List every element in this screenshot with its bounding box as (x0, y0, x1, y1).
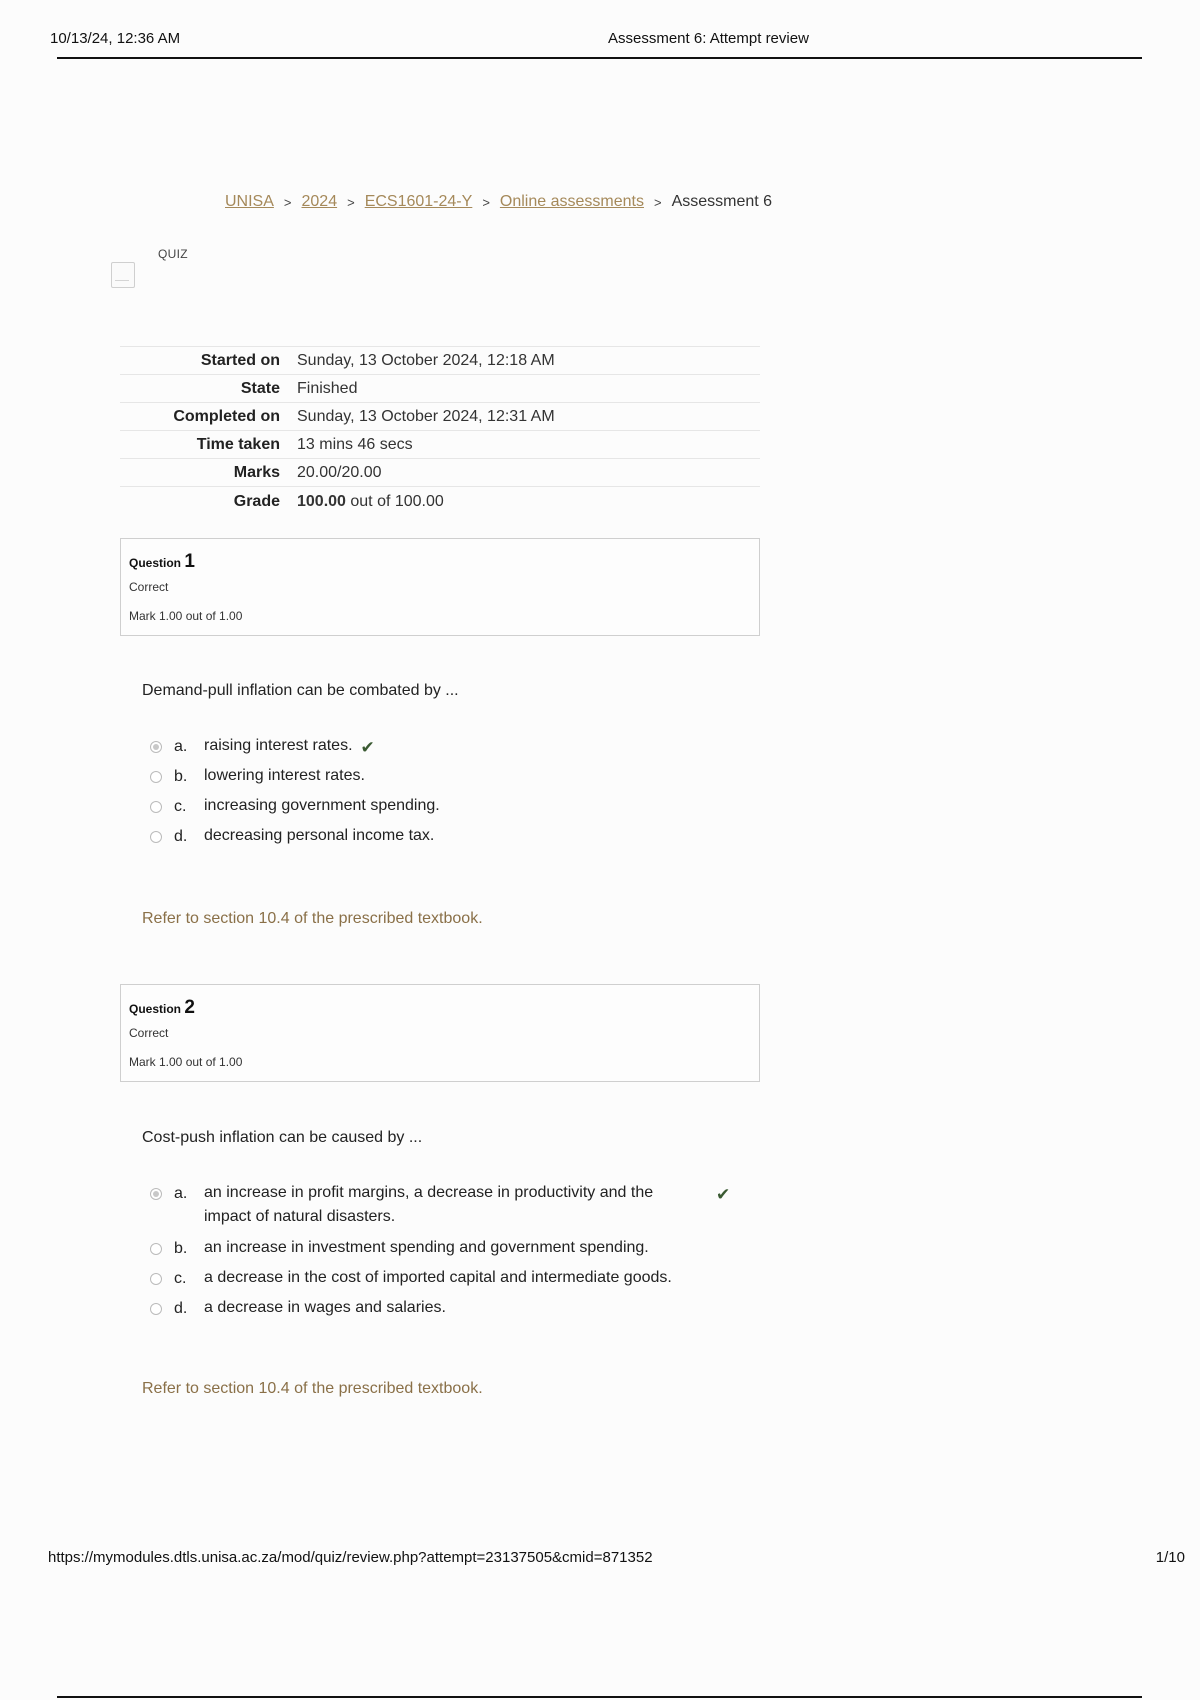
breadcrumb-link-course[interactable]: ECS1601-24-Y (364, 193, 473, 210)
print-header (0, 0, 1200, 60)
option-text: a decrease in the cost of imported capital and intermediate goods. (204, 1269, 672, 1286)
question-info-box (120, 538, 760, 636)
summary-label: Started on (120, 347, 297, 375)
option-letter: d. (174, 1300, 188, 1317)
question-number: Question 1 (129, 551, 195, 572)
print-footer-url: https://mymodules.dtls.unisa.ac.za/mod/quiz/review.php?attempt=23137505&cmid=871352 (48, 1549, 653, 1566)
summary-row (120, 403, 760, 431)
answer-radio[interactable] (150, 831, 162, 843)
summary-label: Grade (120, 487, 297, 518)
option-text: a decrease in wages and salaries. (204, 1299, 446, 1316)
summary-label: State (120, 375, 297, 403)
summary-row (120, 459, 760, 487)
option-text: increasing government spending. (204, 797, 440, 814)
option-letter: a. (174, 1185, 188, 1202)
quiz-icon (111, 262, 135, 288)
answer-option (150, 1270, 672, 1290)
header-divider (57, 57, 1142, 59)
summary-row (120, 375, 760, 403)
answer-radio[interactable] (150, 1303, 162, 1315)
answer-radio[interactable] (150, 1243, 162, 1255)
general-feedback: Refer to section 10.4 of the prescribed textbook. (142, 910, 483, 927)
question-text: Cost-push inflation can be caused by ... (142, 1129, 423, 1146)
chevron-right-icon: > (347, 194, 355, 210)
question-number: Question 2 (129, 997, 195, 1018)
option-letter: c. (174, 1270, 187, 1287)
answer-option (150, 1300, 446, 1320)
option-text: lowering interest rates. (204, 767, 365, 784)
print-page-title: Assessment 6: Attempt review (608, 30, 809, 47)
breadcrumb-link-unisa[interactable]: UNISA (225, 193, 274, 210)
summary-row (120, 347, 760, 375)
breadcrumb-link-online-assessments[interactable]: Online assessments (499, 193, 644, 210)
summary-label: Completed on (120, 403, 297, 431)
question-state: Correct (129, 1026, 169, 1040)
answer-radio[interactable] (150, 741, 162, 753)
chevron-right-icon: > (653, 194, 662, 210)
answer-radio[interactable] (150, 1188, 162, 1200)
summary-value: Sunday, 13 October 2024, 12:18 AM (297, 347, 760, 375)
breadcrumb-current: Assessment 6 (671, 193, 773, 210)
chevron-right-icon: > (482, 194, 490, 210)
answer-option (150, 798, 440, 818)
general-feedback: Refer to section 10.4 of the prescribed textbook. (142, 1380, 483, 1397)
breadcrumb-link-year[interactable]: 2024 (301, 193, 338, 210)
question-state: Correct (129, 580, 169, 594)
correct-check-icon: ✔ (716, 1185, 731, 1204)
question-grade: Mark 1.00 out of 1.00 (129, 609, 243, 623)
option-letter: d. (174, 828, 188, 845)
option-text: an increase in profit margins, a decrease in productivity and the impact of natural disasters. (204, 1184, 654, 1225)
option-text: an increase in investment spending and government spending. (204, 1239, 649, 1256)
summary-label: Time taken (120, 431, 297, 459)
answer-radio[interactable] (150, 1273, 162, 1285)
summary-value (297, 487, 760, 518)
answer-option (150, 768, 365, 788)
question-info-box (120, 984, 760, 1082)
option-letter: b. (174, 1240, 188, 1257)
grade-out-of: out of 100.00 (345, 493, 444, 510)
correct-check-icon: ✔ (360, 738, 375, 757)
summary-label: Marks (120, 459, 297, 487)
chevron-right-icon: > (283, 194, 292, 210)
breadcrumb (225, 193, 772, 211)
option-letter: c. (174, 798, 187, 815)
print-datetime: 10/13/24, 12:36 AM (50, 30, 181, 47)
answer-option (150, 828, 434, 848)
summary-row (120, 487, 760, 518)
summary-row (120, 431, 760, 459)
answer-radio[interactable] (150, 771, 162, 783)
option-text: raising interest rates. (204, 737, 353, 754)
print-page-number: 1/10 (1155, 1549, 1185, 1566)
footer-divider (57, 1696, 1142, 1698)
attempt-summary-table (120, 346, 760, 517)
option-text: decreasing personal income tax. (204, 827, 435, 844)
answer-option (150, 738, 375, 758)
option-letter: b. (174, 768, 188, 785)
option-letter: a. (174, 738, 188, 755)
answer-option (150, 1240, 649, 1260)
summary-value: Finished (297, 375, 760, 403)
summary-value: 20.00/20.00 (297, 459, 760, 487)
question-grade: Mark 1.00 out of 1.00 (129, 1055, 243, 1069)
answer-radio[interactable] (150, 801, 162, 813)
grade-value: 100.00 (297, 493, 346, 510)
question-text: Demand-pull inflation can be combated by ... (142, 682, 459, 699)
summary-value: 13 mins 46 secs (297, 431, 760, 459)
activity-type-label: QUIZ (158, 247, 188, 261)
answer-option (150, 1185, 730, 1229)
summary-value: Sunday, 13 October 2024, 12:31 AM (297, 403, 760, 431)
